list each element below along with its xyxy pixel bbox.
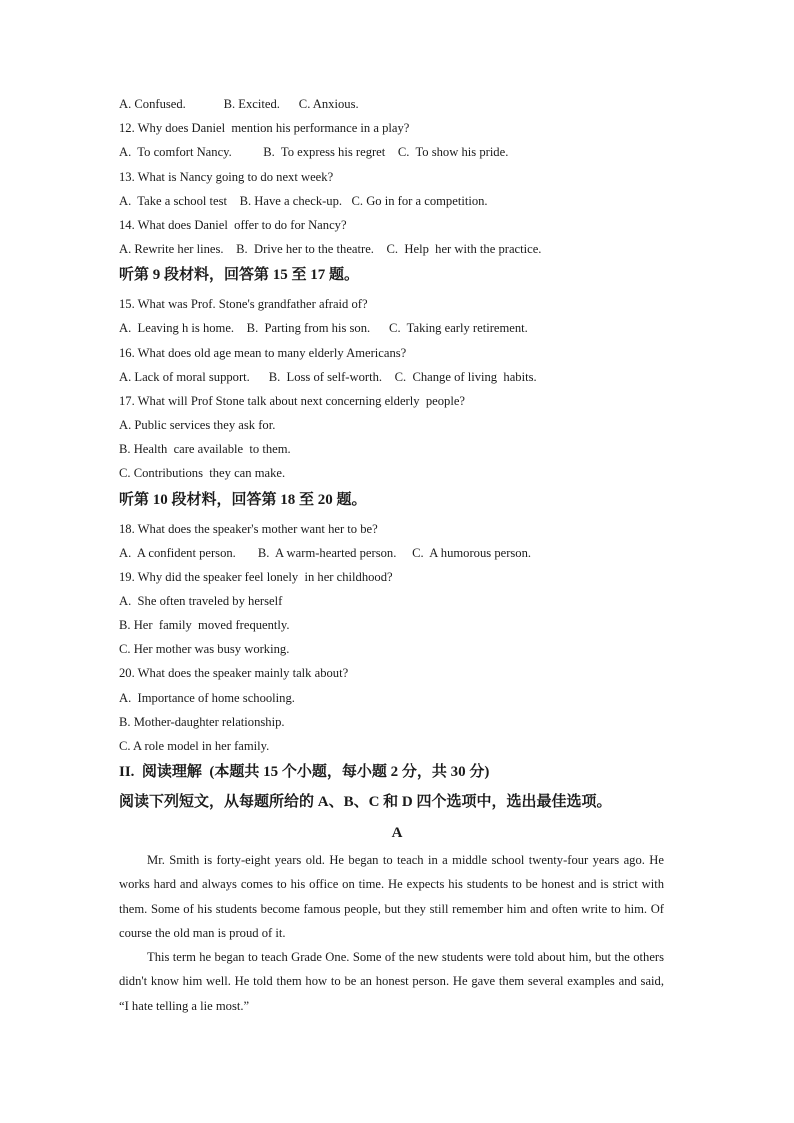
question-line: 15. What was Prof. Stone's grandfather afraid of?: [119, 297, 368, 311]
question-line: B. Health care available to them.: [119, 442, 291, 456]
question-line: A. Rewrite her lines. B. Drive her to the theatre. C. Help her with the practice.: [119, 242, 542, 256]
part-instruction: 阅读下列短文，从每题所给的 A、B、C 和 D 四个选项中，选出最佳选项。: [119, 794, 612, 810]
question-line: A. Leaving h is home. B. Parting from his son. C. Taking early retirement.: [119, 321, 528, 335]
question-line: 14. What does Daniel offer to do for Nancy?: [119, 218, 347, 232]
question-line: A. Public services they ask for.: [119, 418, 276, 432]
question-line: B. Mother-daughter relationship.: [119, 715, 285, 729]
section-heading: 听第 10 段材料，回答第 18 至 20 题。: [119, 492, 367, 508]
question-line: 17. What will Prof Stone talk about next concerning elderly people?: [119, 394, 466, 408]
part-heading: II. 阅读理解 (本题共 15 个小题，每小题 2 分，共 30 分): [119, 764, 490, 780]
question-line: 18. What does the speaker's mother want her to be?: [119, 522, 378, 536]
question-line: A. To comfort Nancy. B. To express his regret C. To show his pride.: [119, 145, 509, 159]
question-line: A. Lack of moral support. B. Loss of self-worth. C. Change of living habits.: [119, 370, 537, 384]
question-line: C. Contributions they can make.: [119, 466, 286, 480]
question-line: 19. Why did the speaker feel lonely in her childhood?: [119, 570, 393, 584]
section-heading: 听第 9 段材料，回答第 15 至 17 题。: [119, 267, 360, 283]
question-line: B. Her family moved frequently.: [119, 618, 290, 632]
question-line: A. Confused. B. Excited. C. Anxious.: [119, 97, 359, 111]
question-line: A. Importance of home schooling.: [119, 691, 295, 705]
question-line: A. Take a school test B. Have a check-up. C. Go in for a competition.: [119, 194, 488, 208]
passage-paragraph: [119, 945, 664, 1018]
passage-paragraph: [119, 848, 664, 945]
question-line: C. A role model in her family.: [119, 739, 270, 753]
passage-label: A: [391, 825, 403, 841]
question-line: 16. What does old age mean to many elderly Americans?: [119, 346, 407, 360]
question-line: A. A confident person. B. A warm-hearted person. C. A humorous person.: [119, 546, 532, 560]
question-line: 13. What is Nancy going to do next week?: [119, 170, 334, 184]
question-line: 12. Why does Daniel mention his performance in a play?: [119, 121, 410, 135]
question-line: C. Her mother was busy working.: [119, 642, 290, 656]
question-line: A. She often traveled by herself: [119, 594, 283, 608]
question-line: 20. What does the speaker mainly talk about?: [119, 666, 349, 680]
paragraph-text: Mr. Smith is forty-eight years old. He began to teach in a middle school twenty-four years ago. He works hard and always comes to his office on time. He expects his students to be honest and is strict with them. Some of his students become famous people, but they still remember him and often write to him. Of course the old man is proud of it.: [119, 853, 664, 940]
paragraph-text: This term he began to teach Grade One. Some of the new students were told about him, but the others didn't know him well. He told them how to be an honest person. He gave them several examples and said, “I hate telling a lie most.”: [119, 950, 664, 1013]
